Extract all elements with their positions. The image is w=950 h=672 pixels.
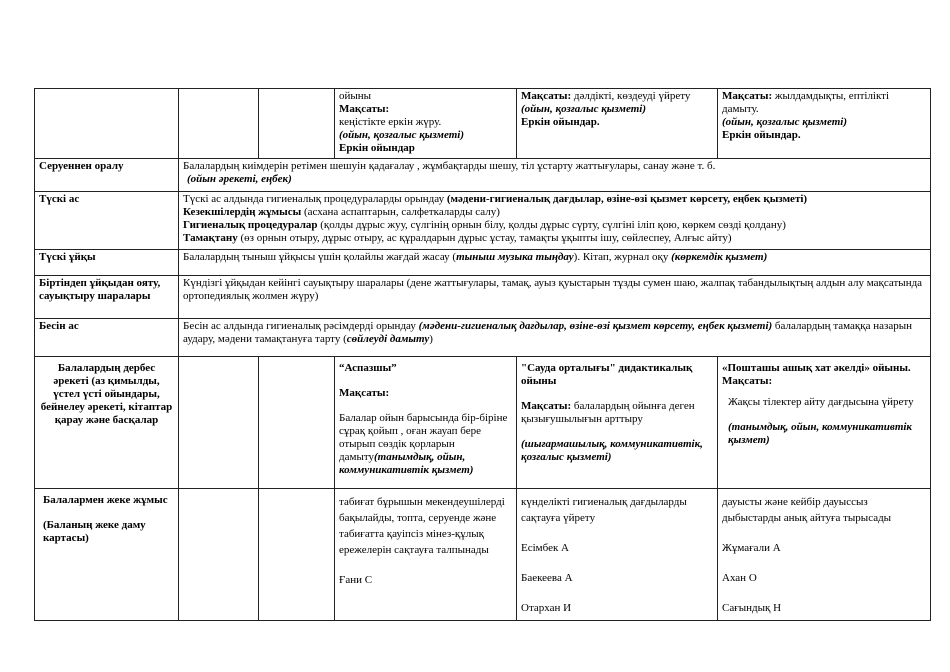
cell-empty: [179, 357, 259, 489]
goal-text: Жақсы тілектер айту дағдысына үйрету: [728, 396, 914, 408]
activity-tag: сөйлеуді дамыту: [346, 333, 430, 345]
child-name: Ахан О: [722, 572, 757, 584]
snack-text: Бесін ас алдында гигиеналық рәсімдерді орындау: [183, 320, 419, 332]
free-games: Еркін ойындар.: [521, 116, 600, 128]
meal-text: (өз орнын отыру, дұрыс отыру, ас құралдарын дұрыс ұстау, тамақты ұқыпты ішу, сөйлеспеу, Алғыс айту): [237, 232, 732, 244]
cell-top-day5: [718, 89, 931, 159]
child-name: Сағындық Н: [722, 602, 782, 614]
cell-empty: [259, 89, 335, 159]
goal-text: дәлдікті, көздеуді үйрету: [571, 90, 691, 102]
activity-tag: (танымдық, ойын, коммуникативтік қызмет): [728, 421, 913, 446]
activity-tag: (ойын әрекеті, еңбек): [187, 173, 292, 185]
snack-text-3: ): [429, 333, 433, 345]
individual-label: Балалармен жеке жұмыс: [43, 494, 168, 506]
game-title: "Сауда орталығы" дидактикалық ойыны: [521, 362, 693, 387]
activity-tag: тыныш музыка тыңдау: [456, 251, 574, 263]
cell-individual-day4: [517, 489, 718, 621]
goal-label: Мақсаты:: [521, 90, 572, 102]
row-content: [179, 192, 931, 250]
cell-individual-day5: [718, 489, 931, 621]
child-name: Есімбек А: [521, 542, 569, 554]
row-label: Балалардың дербес әрекеті (аз қимылды, үстел үсті ойындары, бейнелеу әрекеті, кітаптар қарау және басқалар: [35, 357, 179, 489]
duty-label: Кезекшілердің жұмысы: [183, 206, 302, 218]
row-label: Серуеннен оралу: [35, 159, 179, 192]
goal-text: балалардың ойынға деген қызығушылығын арттыру: [521, 400, 695, 425]
game-title: «Пошташы ашық хат әкелді» ойыны: [722, 362, 908, 374]
goal-label: Мақсаты:: [722, 90, 773, 102]
row-content: [179, 159, 931, 192]
table-row-return-walk: [35, 159, 931, 192]
activity-tag: (мәдени-гигиеналық дағдылар, өзіне-өзі қызмет көрсету, еңбек қызметі): [446, 193, 808, 205]
child-name: Отархан И: [521, 602, 572, 614]
cell-top-day4: [517, 89, 718, 159]
table-row-individual: [35, 489, 931, 621]
activity-tag: (көркемдік қызмет): [671, 251, 768, 263]
activity-tag: (ойын, қозғалыс қызметі): [339, 129, 464, 141]
activity-tag: (шығармашылық, коммуникативтік, қозғалыс қызметі): [521, 438, 703, 463]
schedule-sheet: [34, 88, 930, 621]
row-label: Түскі ас: [35, 192, 179, 250]
activity-tag: (танымдық, ойын, коммуникативтік қызмет): [339, 451, 474, 476]
activity-tag: (ойын, қозғалыс қызметі): [521, 103, 646, 115]
activity-tag: (ойын, қозғалыс қызметі): [722, 116, 847, 128]
nap-text-2: ). Кітап, журнал оқу: [573, 251, 672, 263]
individual-text: дауысты және кейбір дауыссыз дыбыстарды анық айтуға тырысады: [722, 496, 892, 524]
cell-empty: [179, 89, 259, 159]
cell-independent-day3: [335, 357, 517, 489]
row-content: [179, 250, 931, 276]
cell-independent-day5: [718, 357, 931, 489]
lunch-text: Түскі ас алдында гигиеналық процедураларды орындау: [183, 193, 447, 205]
cell-independent-day4: [517, 357, 718, 489]
cell-empty: [259, 489, 335, 621]
hygiene-label: Гигиеналық процедуралар: [183, 219, 318, 231]
goal-label: . Мақсаты:: [722, 362, 911, 387]
row-label: Бесін ас: [35, 319, 179, 357]
snack-text-2: балалардың тамаққа назарын аудару, мәдени тамақтануға тарту (: [183, 320, 913, 345]
row-content: [179, 319, 931, 357]
child-name: Жұмағали А: [722, 542, 781, 554]
goal-text: Балалар ойын барысында бір-біріне сұрақ қойып , оған жауап бере отырып сөздік қорларын дамыту: [339, 412, 508, 463]
activity-tag: (мәдени-гигиеналық дағдылар, өзіне-өзі қызмет көрсету, еңбек қызметі): [418, 320, 773, 332]
table-row-wake: [35, 276, 931, 319]
table-row-independent: [35, 357, 931, 489]
individual-label-2: (Баланың жеке даму картасы): [43, 519, 146, 544]
individual-text: табиғат бұрышын мекендеушілерді бақылайды, топта, серуенде және табиғатта қауіпсіз мінез-құлық ережелерін сақтауға талпынады: [339, 496, 505, 556]
free-games: Еркін ойындар: [339, 142, 415, 154]
table-row-top: [35, 89, 931, 159]
table-row-snack: [35, 319, 931, 357]
schedule-table: [34, 88, 931, 621]
goal-label: Мақсаты:: [521, 400, 572, 412]
game-title: “Аспазшы”: [339, 362, 397, 374]
cell-empty: [179, 489, 259, 621]
hygiene-text: (қолды дұрыс жуу, сүлгінің орнын білу, қолды дұрыс сүрту, сүлгіні іліп қою, көркем сөзді қолдану): [317, 219, 786, 231]
return-walk-text: Балалардың киімдерін ретімен шешуін қадағалау , жұмбақтарды шешу, тіл ұстарту жаттығулары, санау және т. б.: [183, 160, 716, 172]
table-row-lunch: [35, 192, 931, 250]
game-line: ойыны: [339, 90, 372, 102]
goal-label: Мақсаты:: [339, 387, 390, 399]
cell-empty: [35, 89, 179, 159]
row-label: Біртіндеп ұйқыдан ояту, сауықтыру шаралары: [35, 276, 179, 319]
cell-top-day3: [335, 89, 517, 159]
table-row-nap: [35, 250, 931, 276]
goal-text: жылдамдықты, ептілікті дамыту.: [722, 90, 890, 115]
goal-label: Мақсаты:: [339, 103, 390, 115]
cell-individual-day3: [335, 489, 517, 621]
row-label: [35, 489, 179, 621]
row-content: [179, 276, 931, 319]
row-label: Түскі ұйқы: [35, 250, 179, 276]
individual-text: күнделікті гигиеналық дағдыларды сақтауға үйрету: [521, 496, 687, 524]
wake-text: Күндізгі ұйқыдан кейінгі сауықтыру шаралары (дене жаттығулары, тамақ, ауыз қуыстарын тұзды сумен шаю, жалпақ табандылықтың алдын алу мақсатында ортопедиялық жолмен жүру): [183, 277, 923, 302]
duty-text: (асхана аспаптарын, салфеткаларды салу): [301, 206, 500, 218]
child-name: Баекеева А: [521, 572, 573, 584]
meal-label: Тамақтану: [183, 232, 238, 244]
cell-empty: [259, 357, 335, 489]
nap-text: Балалардың тыныш ұйқысы үшін қолайлы жағдай жасау (: [183, 251, 457, 263]
child-name: Ғани С: [339, 574, 373, 586]
free-games: Еркін ойындар.: [722, 129, 801, 141]
goal-text: кеңістікте еркін жүру.: [339, 116, 442, 128]
